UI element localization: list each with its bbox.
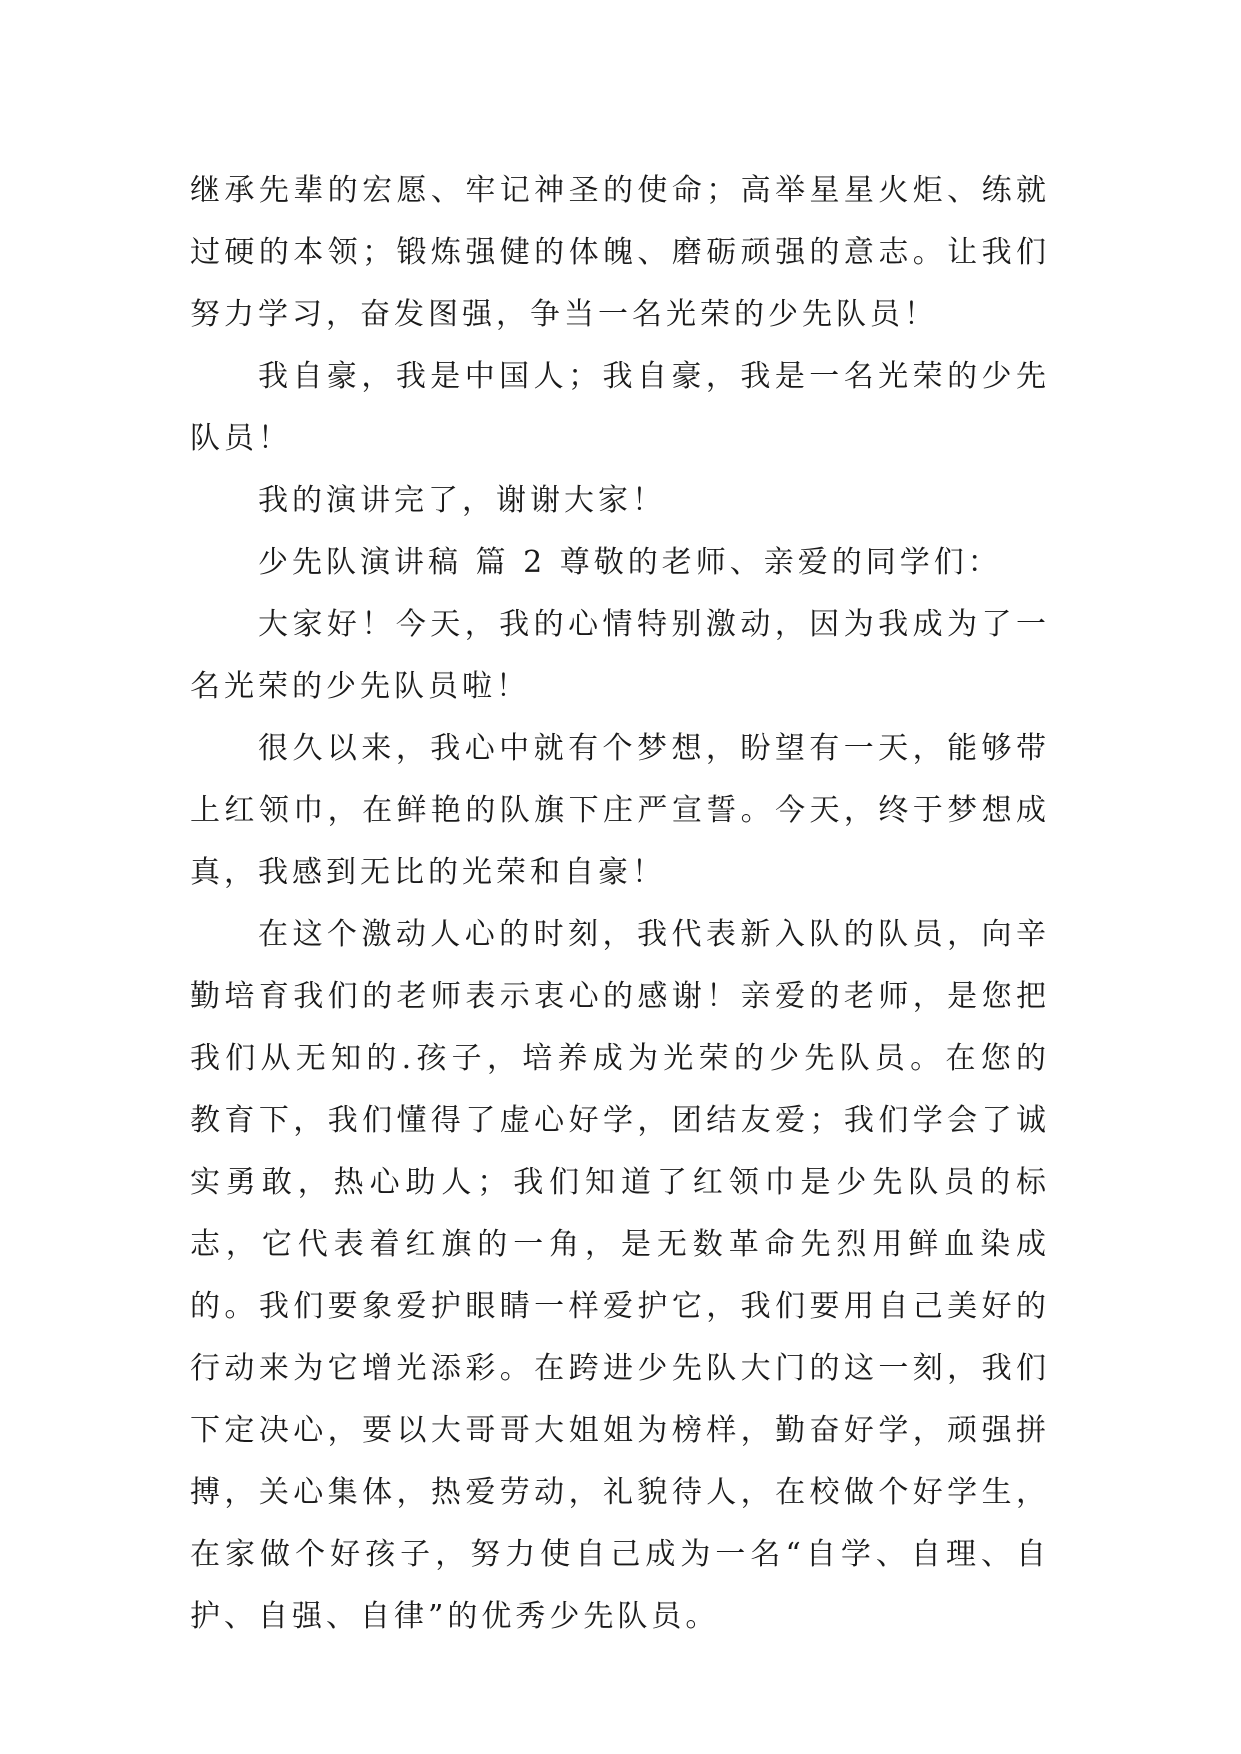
paragraph-3: 我的演讲完了，谢谢大家！ xyxy=(258,483,666,518)
paragraph-2: 我自豪，我是中国人；我自豪，我是一名光荣的少先队员！ xyxy=(190,359,1050,456)
paragraph-7: 在这个激动人心的时刻，我代表新入队的队员，向辛勤培育我们的老师表示衷心的感谢！亲爱的老师，是您把我们从无知的.孩子，培养成为光荣的少先队员。在您的教育下，我们懂得了虚心好学，团结友爱；我们学会了诚实勇敢，热心助人；我们知道了红领巾是少先队员的标志，它代表着红旗的一角，是无数革命先烈用鲜血染成的。我们要象爱护眼睛一样爱护它，我们要用自己美好的行动来为它增光添彩。在跨进少先队大门的这一刻，我们下定决心，要以大哥哥大姐姐为榜样，勤奋好学，顽强拼搏，关心集体，热爱劳动，礼貌待人，在校做个好学生，在家做个好孩子，努力使自己成为一名“自学、自理、自护、自强、自律”的优秀少先队员。 xyxy=(190,917,1050,1634)
paragraph-1: 继承先辈的宏愿、牢记神圣的使命；高举星星火炬、练就过硬的本领；锻炼强健的体魄、磨砺顽强的意志。让我们努力学习，奋发图强，争当一名光荣的少先队员！ xyxy=(190,173,1050,332)
paragraph-5: 大家好！今天，我的心情特别激动，因为我成为了一名光荣的少先队员啦！ xyxy=(190,607,1050,704)
paragraph-6: 很久以来，我心中就有个梦想，盼望有一天，能够带上红领巾，在鲜艳的队旗下庄严宣誓。今天，终于梦想成真，我感到无比的光荣和自豪！ xyxy=(190,731,1050,890)
document-body xyxy=(190,160,1050,1648)
paragraph-4: 少先队演讲稿 篇 2 尊敬的老师、亲爱的同学们： xyxy=(258,545,1002,580)
